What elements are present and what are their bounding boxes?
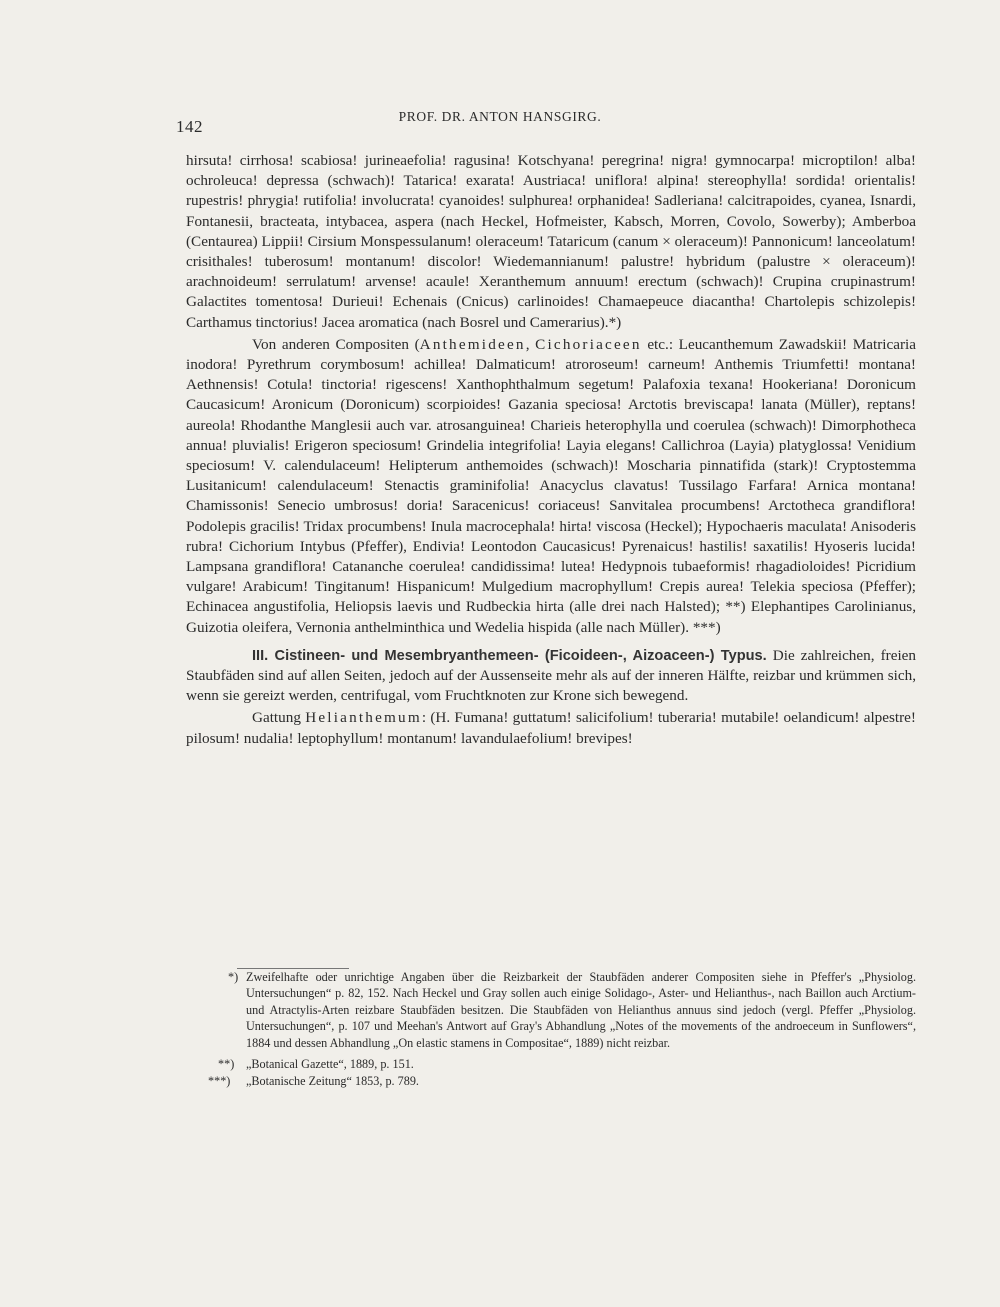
paragraph-lead: Von anderen Compositen (	[252, 335, 420, 353]
paragraph-lead: Gattung	[252, 709, 306, 727]
footnote-marker: ***)	[208, 1074, 231, 1089]
paragraph-helianthemum	[186, 708, 916, 748]
footnote-text: „Botanical Gazette“, 1889, p. 151.	[246, 1057, 414, 1072]
footnote-text: Zweifelhafte oder unrichtige Angaben über die Reizbarkeit der Staubfäden anderer Compositen siehe in Pfeffer's „Physiolog. Untersuchungen“ p. 82, 152. Nach Heckel und Gray sollen auch einige Solidago-, Aster- und Helianthus-, nach Baillon auch Arctium- und Atractylis-Arten reizbare Staubfäden besitzen. Die Staubfäden von Helianthus annuus sind jedoch (vergl. Pfeffer „Physiolog. Untersuchungen“, p. 107 und Meehan's Antwort auf Gray's Abhandlung „Notes of the movements of the androeceum in Sunflowers“, 1884 und dessen Abhandlung „On elastic stamens in Compositae“, 1889) nicht reizbar.	[246, 970, 916, 1050]
paragraph-centaurea-list: hirsuta! cirrhosa! scabiosa! jurineaefolia! ragusina! Kotschyana! peregrina! nigra! gymnocarpa! microptilon! alba! ochroleuca! depressa (schwach)! Tatarica! exarata! Austriaca! uniflora! alpina! stereophylla! sordida! orientalis! rupestris! phrygia! rutifolia! involucrata! cyanoides! sulphurea! orphanidea! Sadleriana! calcitrapoides, cyanea, Isnardi, Fontanesii, bracteata, intybacea, aspera (nach Heckel, Hofmeister, Kabsch, Morren, Covolo, Sowerby); Amberboa (Centaurea) Lippii! Cirsium Monspessulanum! oleraceum! Tataricum (canum × oleraceum)! Pannonicum! lanceolatum! crisithales! tuberosum! montanum! discolor! Wiedemannianum! palustre! hybridum (palustre × oleraceum)! arachnoideum! serrulatum! arvense! acaule! Xeranthemum annuum! erectum (schwach)! Crupina crupinastrum! Galactites tomentosa! Durieui! Echenais (Cnicus) carlinoides! Chamaepeuce diacantha! Chartolepis schizolepis! Carthamus tinctorius! Jacea aromatica (nach Bosrel und Camerarius).*)	[186, 152, 916, 331]
running-head: PROF. DR. ANTON HANSGIRG.	[398, 109, 602, 124]
footnotes	[208, 969, 916, 1090]
page-number: 142	[176, 117, 203, 136]
spaced-term-cichoriaceen: Cichoriaceen	[535, 335, 642, 353]
main-text	[186, 151, 916, 749]
footnote-text: „Botanische Zeitung“ 1853, p. 789.	[246, 1074, 419, 1089]
paragraph-separator: ,	[525, 335, 536, 353]
footnote-marker: *)	[228, 970, 239, 984]
spaced-term-helianthemum: Helianthemum	[305, 709, 422, 727]
paragraph-body: etc.: Leucanthemum Zawadskii! Matricaria inodora! Pyrethrum corymbosum! achillea! Dalmaticum! atroroseum! carneum! Anthemis Triumfetti! montana! Aethnensis! Cotula! tinctoria! rigescens! Xanthophthalmum segetum! Palafoxia texana! Hookeriana! Doronicum Caucasicum! Aronicum (Doronicum) scorpioides! Gazania speciosa! Arctotis breviscapa! lanata (Müller), reptans! aureola! Rhodanthe Manglesii auch var. atrosanguinea! Charieis heterophylla und coerulea (schwach)! Dimorphotheca annua! pluvialis! Erigeron speciosum! Grindelia integrifolia! Layia elegans! Callichroa (Layia) platyglossa! Venidium speciosum! V. calendulaceum! Helipterum anthemoides (schwach)! Moscharia pinnatifida (stark)! Cryptostemma Lusitanicum! calendulaceum! Stenactis graminifolia! Anacyclus clavatus! Tussilago Farfara! Arnica montana! Chamissonis! Senecio umbrosus! doria! Saracenicus! coriaceus! Sanvitalea procumbens! Arctotheca grandiflora! Podolepis gracilis! Tridax procumbens! Inula macrocephala! hirta! viscosa (Heckel); Hypochaeris maculata! Anisoderis rubra! Cichorium Intybus (Pfeffer), Endivia! Leontodon Caucasicus! Pyrenaicus! hastilis! saxatilis! Hyoseris lucida! Lampsana grandiflora! Catananche coerulea! candidissima! lutea! Hedypnois tubaeformis! rhagadioloides! Picridium vulgare! Arabicum! Tingitanum! Hispanicum! Mulgedium macrophyllum! Crepis aurea! Telekia speciosa (Pfeffer); Echinacea angustifolia, Heliopsis laevis und Rudbeckia hirta (alle drei nach Halsted); **) Elephantipes Carolinianus, Guizotia oleifera, Vernonia anthelminthica und Wedelia hispida (alle nach Müller). ***)	[186, 335, 917, 636]
paragraph-cistineen-type	[186, 646, 916, 707]
spaced-term-anthemideen: Anthemideen	[419, 335, 526, 353]
footnote-1	[228, 969, 916, 1051]
section-heading: III. Cistineen- und Mesembryanthemeen- (Ficoideen-, Aizoaceen-) Typus.	[252, 647, 767, 664]
paragraph-body: Die zahlreichen, freien Staubfäden sind auf allen Seiten, jedoch auf der Aussenseite mehr als auf der inneren Hälfte, reizbar und krümmen sich, wenn sie gereizt werden, centrifugal, vom Fruchtknoten zur Krone sich bewegend.	[186, 646, 916, 705]
footnote-2	[218, 1056, 916, 1072]
footnote-3	[208, 1073, 916, 1089]
paragraph-other-compositae	[186, 335, 916, 638]
footnote-marker: **)	[218, 1057, 235, 1072]
paragraph-body: : (H. Fumana! guttatum! salicifolium! tuberaria! mutabile! oelandicum! alpestre! pilosum! nudalia! leptophyllum! montanum! lavandulaefolium! brevipes!	[186, 709, 916, 747]
